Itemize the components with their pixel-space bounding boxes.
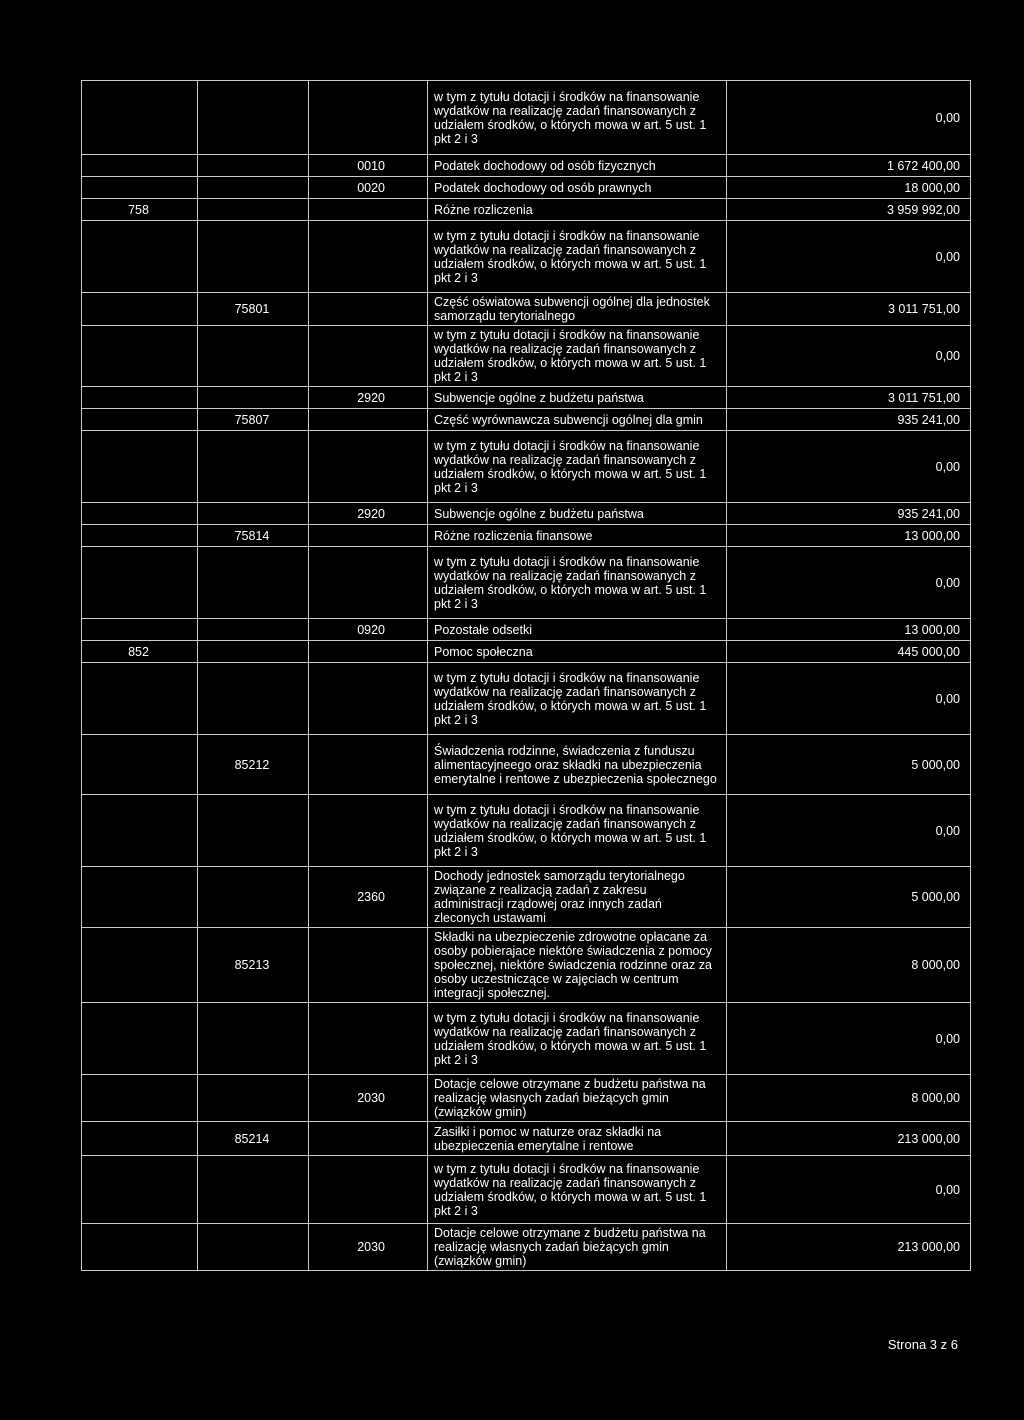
amount-cell: 1 672 400,00: [727, 155, 971, 177]
description-cell: Pozostałe odsetki: [428, 619, 727, 641]
paragraf-cell: [309, 1003, 428, 1075]
amount-cell: 0,00: [727, 81, 971, 155]
description-cell: Zasiłki i pomoc w naturze oraz składki na ubezpieczenia emerytalne i rentowe: [428, 1122, 727, 1156]
rozdzial-cell: [198, 1003, 309, 1075]
paragraf-cell: [309, 547, 428, 619]
paragraf-cell: [309, 928, 428, 1003]
dzial-cell: [82, 1075, 198, 1122]
page-number: Strona 3 z 6: [887, 1337, 958, 1352]
paragraf-cell: [309, 641, 428, 663]
paragraf-cell: 2030: [309, 1075, 428, 1122]
table-row: [82, 1156, 971, 1224]
paragraf-cell: [309, 431, 428, 503]
table-row: [82, 177, 971, 199]
description-cell: Składki na ubezpieczenie zdrowotne opłacane za osoby pobierajace niektóre świadczenia z pomocy społecznej, niektóre świadczenia rodzinne oraz za osoby uczestniczące w zajęciach w centrum integracji społecznej.: [428, 928, 727, 1003]
table-row: [82, 641, 971, 663]
dzial-cell: 852: [82, 641, 198, 663]
amount-cell: 13 000,00: [727, 525, 971, 547]
paragraf-cell: [309, 735, 428, 795]
rozdzial-cell: [198, 503, 309, 525]
dzial-cell: [82, 547, 198, 619]
rozdzial-cell: [198, 81, 309, 155]
amount-cell: 5 000,00: [727, 867, 971, 928]
dzial-cell: [82, 326, 198, 387]
paragraf-cell: [309, 293, 428, 326]
dzial-cell: [82, 431, 198, 503]
table-row: [82, 221, 971, 293]
description-cell: Dotacje celowe otrzymane z budżetu państwa na realizację własnych zadań bieżących gmin (związków gmin): [428, 1075, 727, 1122]
dzial-cell: [82, 503, 198, 525]
dzial-cell: [82, 221, 198, 293]
paragraf-cell: [309, 326, 428, 387]
rozdzial-cell: [198, 221, 309, 293]
table-row: [82, 387, 971, 409]
paragraf-cell: 0020: [309, 177, 428, 199]
amount-cell: 8 000,00: [727, 928, 971, 1003]
dzial-cell: [82, 663, 198, 735]
dzial-cell: [82, 1156, 198, 1224]
table-row: [82, 409, 971, 431]
rozdzial-cell: [198, 1156, 309, 1224]
rozdzial-cell: 75801: [198, 293, 309, 326]
dzial-cell: [82, 81, 198, 155]
description-cell: Różne rozliczenia finansowe: [428, 525, 727, 547]
rozdzial-cell: [198, 177, 309, 199]
rozdzial-cell: [198, 867, 309, 928]
paragraf-cell: 2920: [309, 387, 428, 409]
dzial-cell: [82, 1224, 198, 1271]
rozdzial-cell: 85212: [198, 735, 309, 795]
description-cell: w tym z tytułu dotacji i środków na finansowanie wydatków na realizację zadań finansowanych z udziałem środków, o których mowa w art. 5 ust. 1 pkt 2 i 3: [428, 1003, 727, 1075]
amount-cell: 0,00: [727, 663, 971, 735]
description-cell: w tym z tytułu dotacji i środków na finansowanie wydatków na realizację zadań finansowanych z udziałem środków, o których mowa w art. 5 ust. 1 pkt 2 i 3: [428, 547, 727, 619]
dzial-cell: [82, 525, 198, 547]
amount-cell: 935 241,00: [727, 503, 971, 525]
paragraf-cell: [309, 525, 428, 547]
dzial-cell: [82, 619, 198, 641]
paragraf-cell: [309, 199, 428, 221]
amount-cell: 3 959 992,00: [727, 199, 971, 221]
paragraf-cell: 0010: [309, 155, 428, 177]
description-cell: Dochody jednostek samorządu terytorialnego związane z realizacją zadań z zakresu administracji rządowej oraz innych zadań zleconych ustawami: [428, 867, 727, 928]
amount-cell: 0,00: [727, 1156, 971, 1224]
rozdzial-cell: [198, 663, 309, 735]
paragraf-cell: 0920: [309, 619, 428, 641]
table-row: [82, 795, 971, 867]
paragraf-cell: [309, 1122, 428, 1156]
description-cell: Różne rozliczenia: [428, 199, 727, 221]
rozdzial-cell: 75807: [198, 409, 309, 431]
budget-table-body: [82, 81, 971, 1271]
rozdzial-cell: [198, 1075, 309, 1122]
dzial-cell: [82, 1122, 198, 1156]
dzial-cell: [82, 387, 198, 409]
amount-cell: 3 011 751,00: [727, 387, 971, 409]
amount-cell: 5 000,00: [727, 735, 971, 795]
dzial-cell: [82, 735, 198, 795]
dzial-cell: [82, 795, 198, 867]
rozdzial-cell: [198, 155, 309, 177]
table-row: [82, 1224, 971, 1271]
amount-cell: 8 000,00: [727, 1075, 971, 1122]
description-cell: w tym z tytułu dotacji i środków na finansowanie wydatków na realizację zadań finansowanych z udziałem środków, o których mowa w art. 5 ust. 1 pkt 2 i 3: [428, 1156, 727, 1224]
amount-cell: 0,00: [727, 221, 971, 293]
paragraf-cell: [309, 81, 428, 155]
table-row: [82, 326, 971, 387]
table-row: [82, 503, 971, 525]
amount-cell: 0,00: [727, 431, 971, 503]
paragraf-cell: [309, 663, 428, 735]
description-cell: w tym z tytułu dotacji i środków na finansowanie wydatków na realizację zadań finansowanych z udziałem środków, o których mowa w art. 5 ust. 1 pkt 2 i 3: [428, 431, 727, 503]
rozdzial-cell: [198, 547, 309, 619]
description-cell: w tym z tytułu dotacji i środków na finansowanie wydatków na realizację zadań finansowanych z udziałem środków, o których mowa w art. 5 ust. 1 pkt 2 i 3: [428, 795, 727, 867]
amount-cell: 18 000,00: [727, 177, 971, 199]
paragraf-cell: 2920: [309, 503, 428, 525]
budget-table: [81, 80, 971, 1271]
dzial-cell: 758: [82, 199, 198, 221]
description-cell: w tym z tytułu dotacji i środków na finansowanie wydatków na realizację zadań finansowanych z udziałem środków, o których mowa w art. 5 ust. 1 pkt 2 i 3: [428, 81, 727, 155]
description-cell: Podatek dochodowy od osób fizycznych: [428, 155, 727, 177]
amount-cell: 213 000,00: [727, 1224, 971, 1271]
description-cell: Subwencje ogólne z budżetu państwa: [428, 387, 727, 409]
paragraf-cell: 2030: [309, 1224, 428, 1271]
rozdzial-cell: [198, 619, 309, 641]
description-cell: Część wyrównawcza subwencji ogólnej dla gmin: [428, 409, 727, 431]
table-row: [82, 1122, 971, 1156]
paragraf-cell: [309, 795, 428, 867]
dzial-cell: [82, 155, 198, 177]
rozdzial-cell: [198, 1224, 309, 1271]
paragraf-cell: [309, 1156, 428, 1224]
amount-cell: 0,00: [727, 326, 971, 387]
dzial-cell: [82, 177, 198, 199]
amount-cell: 0,00: [727, 795, 971, 867]
paragraf-cell: [309, 221, 428, 293]
description-cell: Podatek dochodowy od osób prawnych: [428, 177, 727, 199]
description-cell: Subwencje ogólne z budżetu państwa: [428, 503, 727, 525]
rozdzial-cell: [198, 326, 309, 387]
paragraf-cell: [309, 409, 428, 431]
table-row: [82, 547, 971, 619]
rozdzial-cell: [198, 199, 309, 221]
paragraf-cell: 2360: [309, 867, 428, 928]
description-cell: w tym z tytułu dotacji i środków na finansowanie wydatków na realizację zadań finansowanych z udziałem środków, o których mowa w art. 5 ust. 1 pkt 2 i 3: [428, 221, 727, 293]
table-row: [82, 663, 971, 735]
description-cell: w tym z tytułu dotacji i środków na finansowanie wydatków na realizację zadań finansowanych z udziałem środków, o których mowa w art. 5 ust. 1 pkt 2 i 3: [428, 326, 727, 387]
table-row: [82, 1075, 971, 1122]
dzial-cell: [82, 928, 198, 1003]
rozdzial-cell: [198, 795, 309, 867]
table-row: [82, 928, 971, 1003]
table-row: [82, 525, 971, 547]
rozdzial-cell: [198, 641, 309, 663]
description-cell: Część oświatowa subwencji ogólnej dla jednostek samorządu terytorialnego: [428, 293, 727, 326]
amount-cell: 3 011 751,00: [727, 293, 971, 326]
table-row: [82, 81, 971, 155]
amount-cell: 0,00: [727, 1003, 971, 1075]
description-cell: Świadczenia rodzinne, świadczenia z funduszu alimentacyjneego oraz składki na ubezpieczenia emerytalne i rentowe z ubezpieczenia społecznego: [428, 735, 727, 795]
amount-cell: 935 241,00: [727, 409, 971, 431]
rozdzial-cell: [198, 431, 309, 503]
table-row: [82, 1003, 971, 1075]
rozdzial-cell: 85213: [198, 928, 309, 1003]
dzial-cell: [82, 867, 198, 928]
rozdzial-cell: 75814: [198, 525, 309, 547]
amount-cell: 13 000,00: [727, 619, 971, 641]
table-row: [82, 155, 971, 177]
dzial-cell: [82, 409, 198, 431]
amount-cell: 445 000,00: [727, 641, 971, 663]
dzial-cell: [82, 293, 198, 326]
table-row: [82, 735, 971, 795]
description-cell: Dotacje celowe otrzymane z budżetu państwa na realizację własnych zadań bieżących gmin (związków gmin): [428, 1224, 727, 1271]
description-cell: Pomoc społeczna: [428, 641, 727, 663]
table-row: [82, 431, 971, 503]
table-row: [82, 293, 971, 326]
dzial-cell: [82, 1003, 198, 1075]
table-row: [82, 619, 971, 641]
amount-cell: 213 000,00: [727, 1122, 971, 1156]
amount-cell: 0,00: [727, 547, 971, 619]
table-row: [82, 199, 971, 221]
description-cell: w tym z tytułu dotacji i środków na finansowanie wydatków na realizację zadań finansowanych z udziałem środków, o których mowa w art. 5 ust. 1 pkt 2 i 3: [428, 663, 727, 735]
rozdzial-cell: 85214: [198, 1122, 309, 1156]
rozdzial-cell: [198, 387, 309, 409]
table-row: [82, 867, 971, 928]
